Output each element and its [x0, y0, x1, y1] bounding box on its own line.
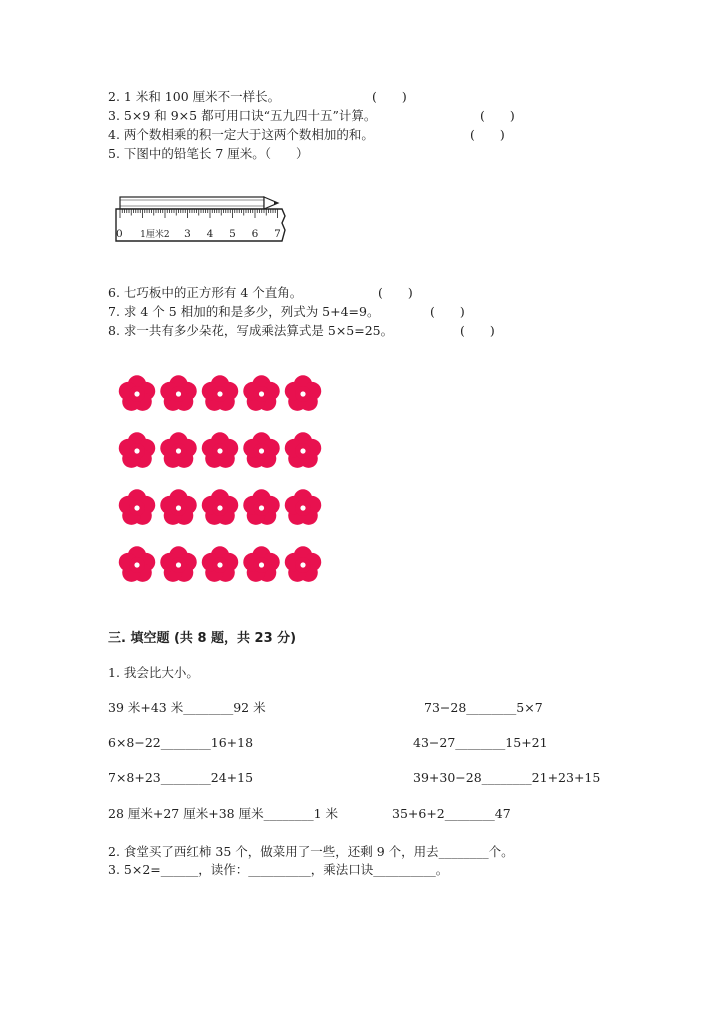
answer-paren-6: ( ) — [378, 285, 413, 300]
flower — [119, 432, 155, 468]
answer-paren-2: ( ) — [372, 89, 407, 104]
flower-grid — [118, 372, 330, 590]
question-7: 7. 求 4 个 5 相加的和是多少，列式为 5+4=9。 — [108, 304, 380, 319]
flower — [160, 546, 196, 582]
ruler-label: 5 — [229, 228, 236, 240]
flower — [202, 375, 238, 411]
answer-paren-4: ( ) — [470, 127, 505, 142]
flower — [202, 489, 238, 525]
compare-item-8: 35+6+2________47 — [392, 806, 511, 821]
ruler-label: 6 — [251, 228, 259, 240]
flower-center — [134, 562, 139, 567]
flower-center — [176, 448, 181, 453]
question-5: 5. 下图中的铅笔长 7 厘米。（ ） — [108, 146, 309, 161]
ruler-label: 1厘米2 — [140, 230, 170, 240]
flower-center — [300, 391, 305, 396]
flower — [160, 489, 196, 525]
flower-center — [300, 562, 305, 567]
flower — [243, 546, 279, 582]
flower-center — [217, 448, 222, 453]
ruler-label: 0 — [116, 228, 123, 240]
flower — [285, 432, 321, 468]
question-6: 6. 七巧板中的正方形有 4 个直角。 — [108, 285, 303, 300]
ruler-label: 4 — [206, 228, 214, 240]
question-8: 8. 求一共有多少朵花，写成乘法算式是 5×5=25。 — [108, 323, 394, 338]
flower — [160, 375, 196, 411]
question-2: 2. 1 米和 100 厘米不一样长。 — [108, 89, 281, 104]
compare-item-6: 39+30−28________21+23+15 — [413, 770, 601, 785]
answer-paren-7: ( ) — [430, 304, 465, 319]
flower-center — [259, 562, 264, 567]
question-3: 3. 5×9 和 9×5 都可用口诀“五九四十五”计算。 — [108, 108, 377, 123]
pencil — [120, 197, 278, 209]
flower — [285, 546, 321, 582]
answer-paren-3: ( ) — [480, 108, 515, 123]
flower-center — [134, 391, 139, 396]
compare-item-1: 39 米+43 米________92 米 — [108, 700, 266, 715]
flower-center — [217, 505, 222, 510]
flower-center — [259, 391, 264, 396]
flower — [285, 489, 321, 525]
flower-center — [134, 448, 139, 453]
compare-item-5: 7×8+23________24+15 — [108, 770, 254, 785]
flower — [160, 432, 196, 468]
flower — [202, 546, 238, 582]
compare-item-4: 43−27________15+21 — [413, 735, 548, 750]
ruler-pencil-figure — [112, 190, 290, 246]
compare-item-3: 6×8−22________16+18 — [108, 735, 254, 750]
flower — [119, 489, 155, 525]
flower — [119, 375, 155, 411]
flower — [285, 375, 321, 411]
flower-center — [259, 448, 264, 453]
ruler-pencil-graphic — [112, 190, 290, 246]
flower-center — [259, 505, 264, 510]
flower-center — [300, 448, 305, 453]
flower-center — [300, 505, 305, 510]
flower-center — [217, 562, 222, 567]
flower — [119, 546, 155, 582]
flower — [202, 432, 238, 468]
flower-center — [176, 391, 181, 396]
flower-center — [134, 505, 139, 510]
fill-question-1: 1. 我会比大小。 — [108, 665, 199, 680]
ruler-label: 7 — [274, 228, 281, 240]
flower — [243, 432, 279, 468]
flower-center — [217, 391, 222, 396]
fill-question-3: 3. 5×2=______，读作：__________，乘法口诀__________。 — [108, 862, 449, 877]
flower-center — [176, 562, 181, 567]
section-3-title: 三. 填空题 (共 8 题，共 23 分) — [108, 631, 297, 646]
flower-grid-graphic — [118, 372, 330, 590]
flower — [243, 489, 279, 525]
flower-center — [176, 505, 181, 510]
flower — [243, 375, 279, 411]
fill-question-2: 2. 食堂买了西红柿 35 个，做菜用了一些，还剩 9 个，用去________个。 — [108, 844, 514, 859]
question-4: 4. 两个数相乘的积一定大于这两个数相加的和。 — [108, 127, 374, 142]
ruler-label: 3 — [184, 228, 191, 240]
compare-item-2: 73−28________5×7 — [424, 700, 543, 715]
answer-paren-8: ( ) — [460, 323, 495, 338]
compare-item-7: 28 厘米+27 厘米+38 厘米________1 米 — [108, 806, 339, 821]
